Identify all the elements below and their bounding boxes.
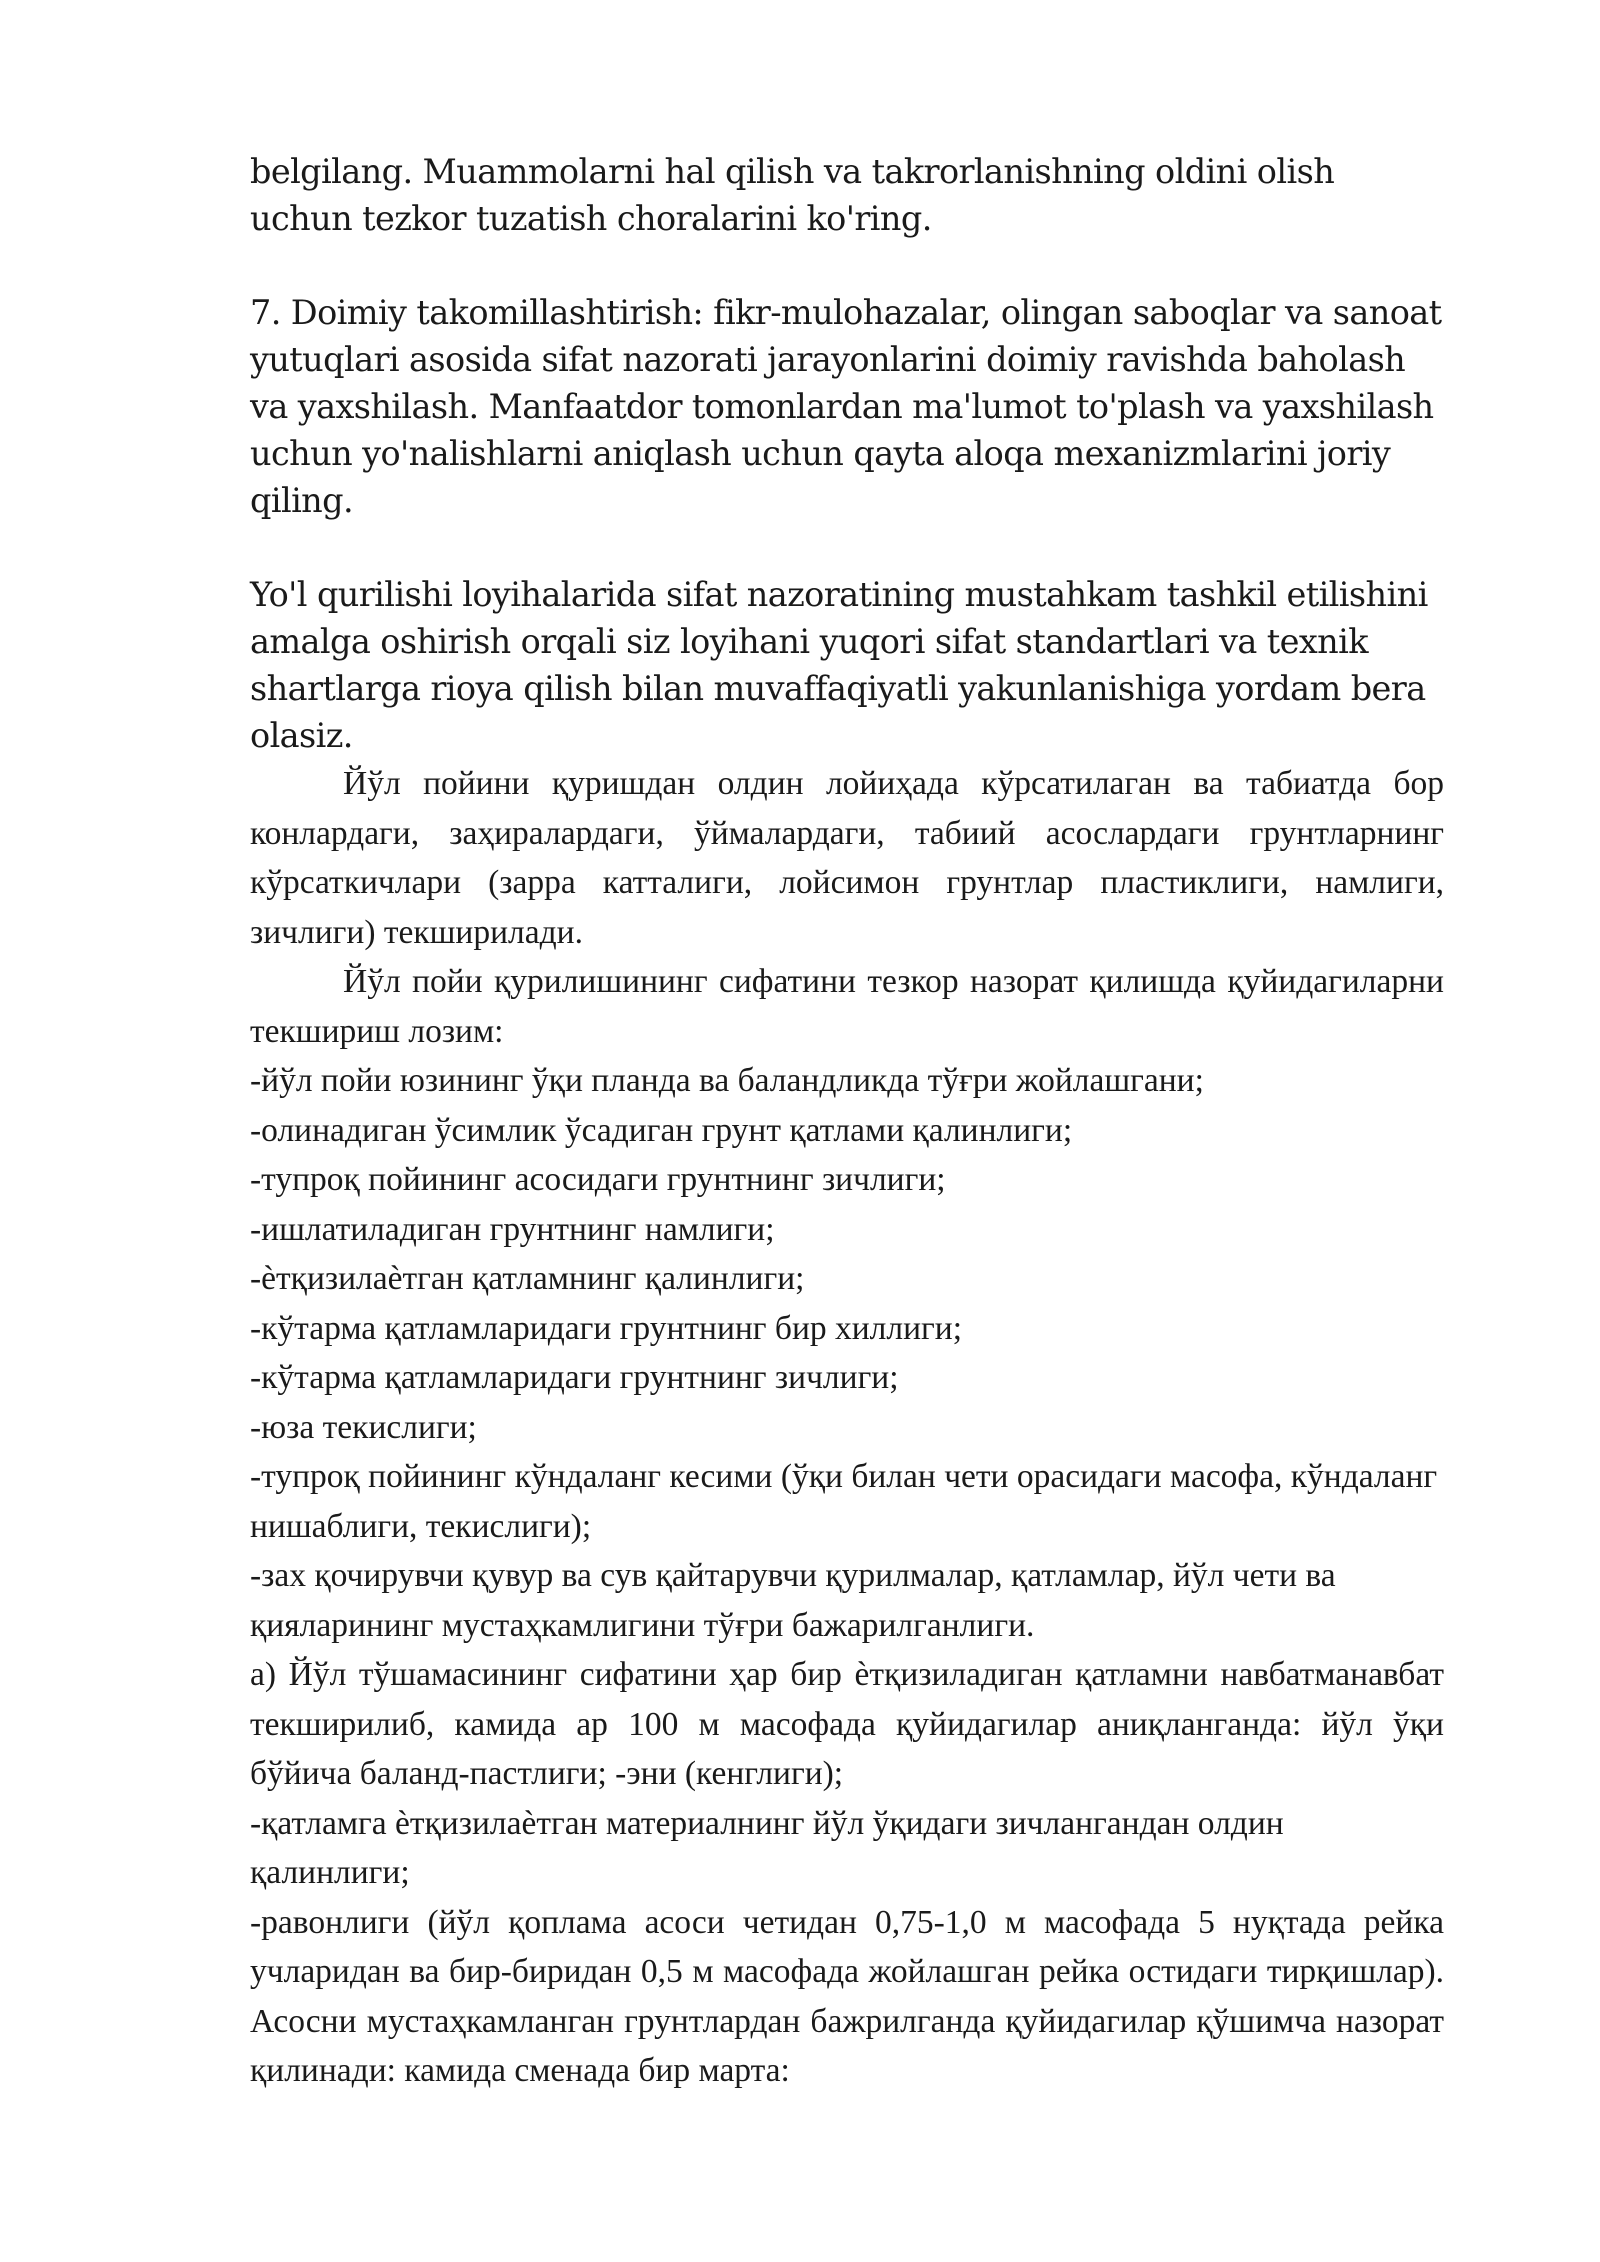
paragraph-continuous-improvement: 7. Doimiy takomillashtirish: fikr-mulohazalar, olingan saboqlar va sanoat yutuqlari asosida sifat nazorati jarayonlarini doimiy ravishda baholash va yaxshilash. Manfaatdor tomonlardan ma'lumot to'plash va yaxshilash uchun yo'nalishlarni aniqlash uchun qayta aloqa mexanizmlarini joriy qiling. <box>250 293 1442 520</box>
document-page <box>250 148 1444 2096</box>
list-item: -кўтарма қатламларидаги грунтнинг бир хиллиги; <box>250 1309 963 1347</box>
paragraph-layer-thickness: -қатламга ѐтқизилаѐтган материалнинг йўл ўқидаги зичлангандан олдин қалинлиги; <box>250 1804 1284 1891</box>
list-item: -олинадиган ўсимлик ўсадиган грунт қатлами қалинлиги; <box>250 1111 1073 1149</box>
paragraph-pavement-quality: а) Йўл тўшамасининг сифатини ҳар бир ѐтқизиладиган қатламни навбатманавбат текширилиб, камида ар 100 м масофада қуйидагилар аниқланганда: йўл ўқи бўйича баланд-пастлиги; -эни (кенглиги); <box>250 1656 1444 1792</box>
list-item: -кўтарма қатламларидаги грунтнинг зичлиги; <box>250 1359 899 1396</box>
list-item: -ѐтқизилаѐтган қатламнинг қалинлиги; <box>250 1260 805 1297</box>
paragraph-conclusion: Yo'l qurilishi loyihalarida sifat nazoratining mustahkam tashkil etilishini amalga oshirish orqali siz loyihani yuqori sifat standartlari va texnik shartlarga rioya qilish bilan muvaffaqiyatli yakunlanishiga yordam bera olasiz. <box>250 575 1428 755</box>
list-item: -ишлатиладиган грунтнинг намлиги; <box>250 1210 775 1248</box>
paragraph-roadbed-control: Йўл пойи қурилишининг сифатини тезкор назорат қилишда қуйидагиларни текшириш лозим: <box>250 963 1444 1050</box>
list-item: -тупроқ пойининг асосидаги грунтнинг зичлиги; <box>250 1161 946 1198</box>
list-item: -тупроқ пойининг кўндаланг кесими (ўқи билан чети орасидаги масофа, кўндаланг нишаблиги, текислиги); <box>250 1458 1438 1545</box>
list-item: -йўл пойи юзининг ўқи планда ва баландликда тўғри жойлашгани; <box>250 1062 1204 1099</box>
list-item: -зах қочирувчи қувур ва сув қайтарувчи қурилмалар, қатламлар, йўл чети ва қияларининг мустаҳкамлигини тўғри бажарилганлиги. <box>250 1557 1336 1644</box>
paragraph-evenness: -равонлиги (йўл қоплама асоси четидан 0,75-1,0 м масофада 5 нуқтада рейка учларидан ва бир-биридан 0,5 м масофада жойлашган рейка остидаги тирқишлар). Асосни мустаҳкамланган грунтлардан бажрилганда қуйидагилар қўшимча назорат қилинади: камида сменада бир марта: <box>250 1903 1444 2089</box>
list-item: -юза текислиги; <box>250 1408 477 1446</box>
paragraph-corrective-actions: belgilang. Muammolarni hal qilish va takrorlanishning oldini olish uchun tezkor tuzatish choralarini ko'ring. <box>250 152 1335 238</box>
paragraph-soil-inspection: Йўл пойини қуришдан олдин лойиҳада кўрсатилаган ва табиатда бор конлардаги, заҳиралардаги, ўймалардаги, табиий асослардаги грунтларнинг кўрсаткичлари (зарра катталиги, лойсимон грунтлар пластиклиги, намлиги, зичлиги) текширилади. <box>250 765 1444 951</box>
control-checklist <box>250 1056 1444 1650</box>
